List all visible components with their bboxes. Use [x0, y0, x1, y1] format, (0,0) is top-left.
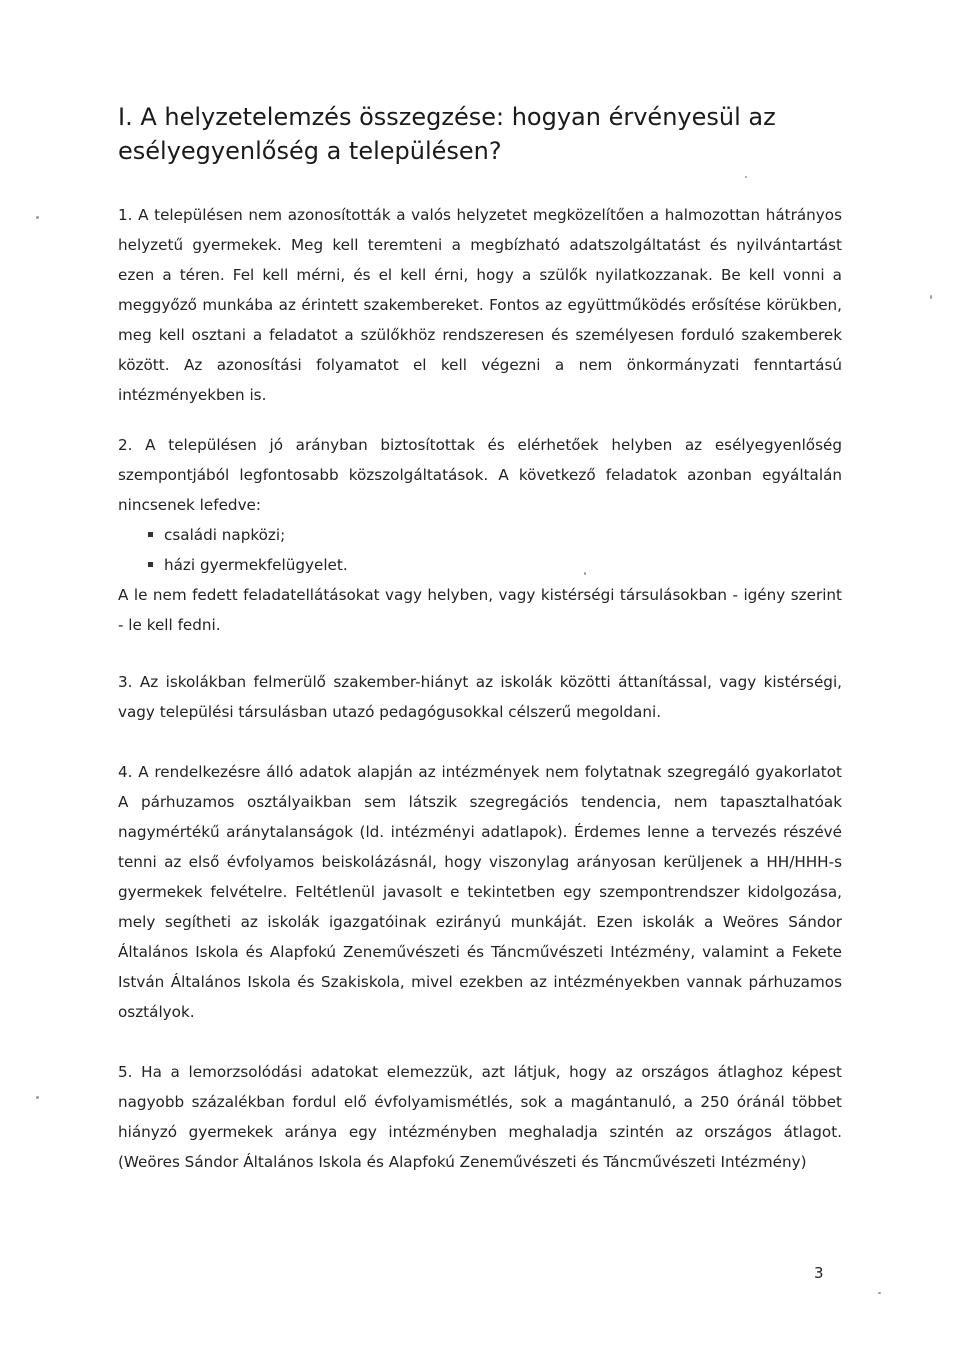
paragraph-2: 2. A településen jó arányban biztosítottak és elérhetőek helyben az esélyegyenlőség szempontjából legfontosabb közszolgáltatások. A következő feladatok azonban egyáltalán nincsenek lefedve:: [118, 436, 842, 514]
section-title: [118, 100, 842, 168]
scan-speck: [36, 1096, 39, 1099]
paragraph-4: 4. A rendelkezésre álló adatok alapján az intézmények nem folytatnak szegregáló gyakorlatot A párhuzamos osztályaikban sem látszik szegregációs tendencia, nem tapasztalhatóak nagymértékű aránytalanságok (ld. intézményi adatlapok). Érdemes lenne a tervezés részévé tenni az első évfolyamos beiskolázásnál, hogy viszonylag arányosan kerüljenek a HH/HHH-s gyermekek felvételre. Feltétlenül javasolt e tekintetben egy szempontrendszer kidolgozása, mely segítheti az iskolák igazgatóinak ezirányú munkáját. Ezen iskolák a Weöres Sándor Általános Iskola és Alapfokú Zeneművészeti és Táncművészeti Intézmény, valamint a Fekete István Általános Iskola és Szakiskola, mivel ezekben az intézményekben vannak párhuzamos osztályok.: [118, 763, 842, 1021]
list-item-text: házi gyermekfelügyelet.: [164, 556, 348, 574]
paragraph-2b: A le nem fedett feladatellátásokat vagy helyben, vagy kistérségi társulásokban - igény szerint - le kell fedni.: [118, 586, 842, 634]
scan-speck: [745, 176, 747, 178]
bullet-list: [118, 520, 842, 580]
paragraph-1: 1. A településen nem azonosították a valós helyzetet megközelítően a halmozottan hátrányos helyzetű gyermekek. Meg kell teremteni a megbízható adatszolgáltatást és nyilvántartást ezen a téren. Fel kell mérni, és el kell érni, hogy a szülők nyilatkozzanak. Be kell vonni a meggyőző munkába az érintett szakembereket. Fontos az együttműködés erősítése körükben, meg kell osztani a feladatot a szülőkhöz rendszeresen és személyesen forduló szakemberek között. Az azonosítási folyamatot el kell végezni a nem önkormányzati fenntartású intézményekben is.: [118, 206, 842, 404]
document-page: [118, 100, 842, 1177]
list-item: [148, 520, 842, 550]
title-line-1: I. A helyzetelemzés összegzése: hogyan érvényesül az: [118, 103, 776, 131]
paragraph-3: 3. Az iskolákban felmerülő szakember-hiányt az iskolák közötti áttanítással, vagy kistérségi, vagy települési társulásban utazó pedagógusokkal célszerű megoldani.: [118, 673, 842, 721]
bullet-icon: [148, 532, 153, 537]
bullet-icon: [148, 562, 153, 567]
scan-speck: [878, 1292, 881, 1294]
paragraph-5: 5. Ha a lemorzsolódási adatokat elemezzük, azt látjuk, hogy az országos átlaghoz képest nagyobb százalékban fordul elő évfolyamismétlés, sok a magántanuló, a 250 óránál többet hiányzó gyermekek aránya egy intézményben meghaladja szintén az országos átlagot.(Weöres Sándor Általános Iskola és Alapfokú Zeneművészeti és Táncművészeti Intézmény): [118, 1063, 842, 1171]
scan-speck: [930, 295, 932, 299]
list-item: [148, 550, 842, 580]
scan-speck: [36, 216, 39, 219]
scan-speck: [584, 572, 586, 575]
list-item-text: családi napközi;: [164, 526, 286, 544]
page-number: 3: [814, 1264, 824, 1282]
title-line-2: esélyegyenlőség a településen?: [118, 137, 502, 165]
